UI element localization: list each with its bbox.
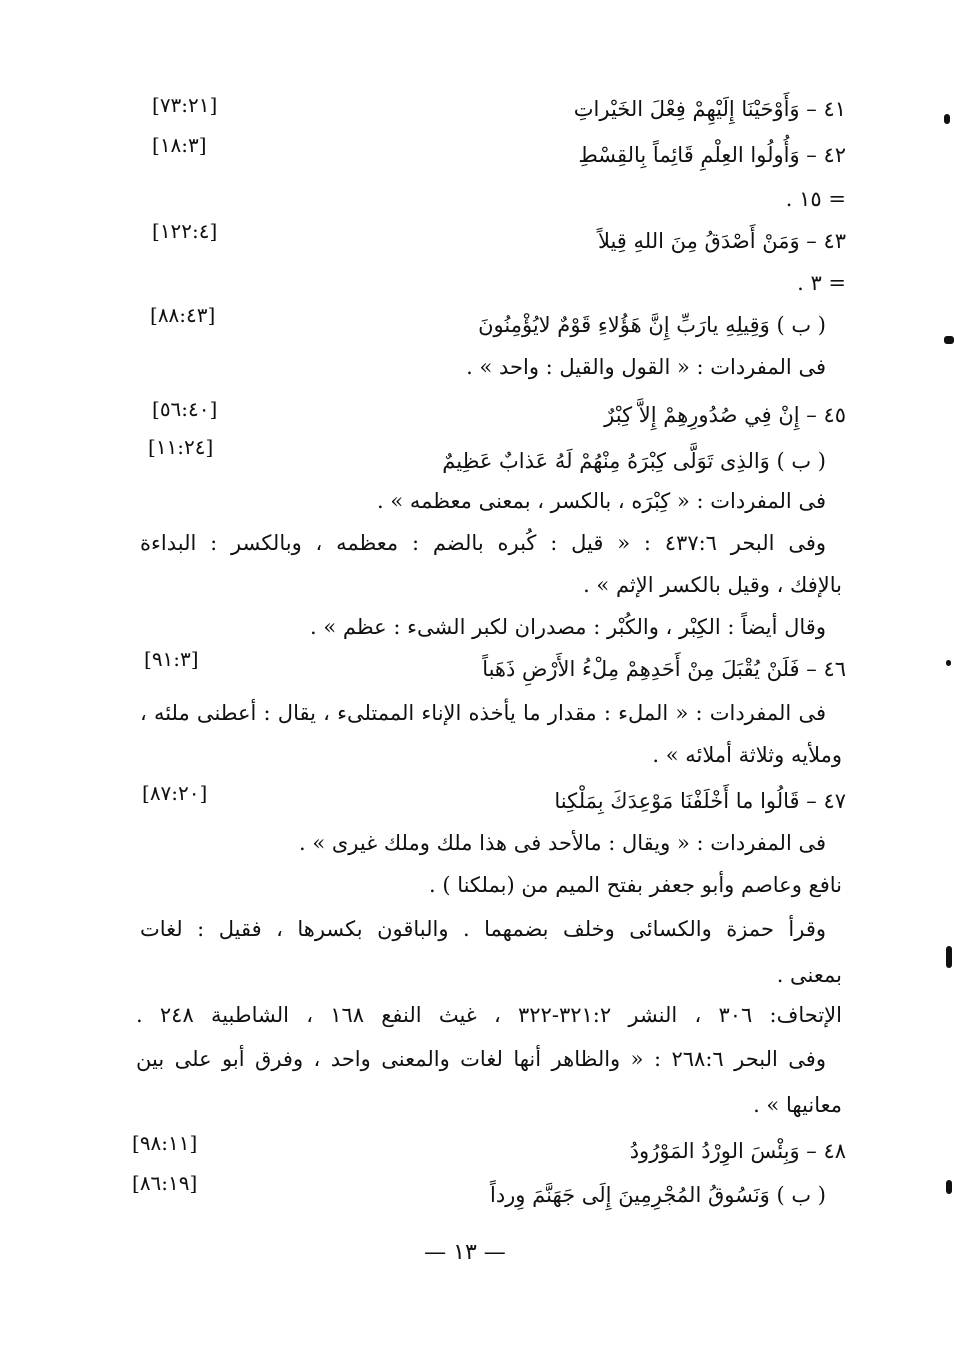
scan-edge-mark [946, 1180, 952, 1194]
entry-41-verse: ٤١ – وَأَوْحَيْنَا إِلَيْهِمْ فِعْلَ الخَيْراتِ [573, 97, 846, 121]
note-line: فى المفردات : « ويقال : مالأحد فى هذا ملك وملك غيرى » . [298, 831, 826, 855]
entry-43b-ref: [٨٨:٤٣] [150, 303, 216, 327]
cross-ref-line: = ٣ . [797, 271, 846, 295]
entry-45-ref: [٥٦:٤٠] [152, 397, 218, 421]
note-line: وملأيه وثلاثة أملائه » . [652, 743, 842, 767]
note-line: بمعنى . [776, 963, 842, 987]
entry-46-ref: [٩١:٣] [144, 647, 199, 671]
note-line: فى المفردات : « الملء : مقدار ما يأخذه الإناء الممتلىء ، يقال : أعطنى ملئه ، [140, 701, 826, 725]
note-line: معانيها » . [753, 1093, 842, 1117]
entry-45-verse: ٤٥ – إِنْ فِي صُدُورِهِمْ إِلاَّ كِبْرٌ [604, 403, 846, 427]
entry-47-verse: ٤٧ – قَالُوا ما أَخْلَفْنَا مَوْعِدَكَ بِمَلْكِنا [554, 789, 846, 813]
cross-ref-line: = ١٥ . [785, 187, 846, 211]
entry-43-verse: ٤٣ – وَمَنْ أَصْدَقُ مِنَ اللهِ قِيلاً [597, 229, 846, 253]
note-line: فى المفردات : « كِبْرَه ، بالكسر ، بمعنى معظمه » . [377, 489, 826, 513]
entry-42-ref: [١٨:٣] [152, 133, 207, 157]
note-line: وقرأ حمزة والكسائى وخلف بضمهما . والباقون بكسرها ، فقيل : لغات [140, 917, 826, 941]
scan-edge-mark [944, 114, 950, 124]
page-number: — ١٣ — [424, 1240, 506, 1265]
entry-42-verse: ٤٢ – وَأُولُوا العِلْمِ قَائِماً بِالقِسْطِ [578, 143, 846, 167]
note-line: بالإفك ، وقيل بالكسر الإثم » . [583, 573, 842, 597]
entry-43b-verse: ( ب ) وَقِيلِهِ يارَبِّ إِنَّ هَؤُلاءِ قَوْمٌ لايُؤْمِنُونَ [478, 313, 826, 337]
entry-48b-verse: ( ب ) وَنَسُوقُ المُجْرِمِينَ إِلَى جَهَنَّمَ وِرداً [489, 1183, 826, 1207]
note-line: وفى البحر ٤٣٧:٦ : « قيل : كُبره بالضم : معظمه ، وبالكسر : البداءة [140, 531, 826, 555]
entry-47-ref: [٨٧:٢٠] [142, 781, 208, 805]
entry-41-ref: [٧٣:٢١] [152, 93, 218, 117]
entry-43-ref: [١٢٢:٤] [152, 219, 218, 243]
entry-45b-verse: ( ب ) وَالذِى تَوَلَّى كِبْرَهُ مِنْهُمْ لَهُ عَذابٌ عَظِيمٌ [442, 449, 826, 473]
entry-48-ref: [٩٨:١١] [132, 1131, 198, 1155]
note-line: وفى البحر ٢٦٨:٦ : « والظاهر أنها لغات والمعنى واحد ، وفرق أبو على بين [136, 1047, 826, 1071]
entry-45b-ref: [١١:٢٤] [148, 435, 214, 459]
scan-edge-mark [946, 946, 952, 968]
note-line: وقال أيضاً : الكِبْر ، والكُبْر : مصدران لكبر الشىء : عظم » . [310, 615, 826, 639]
scan-edge-mark [946, 660, 951, 666]
scan-edge-mark [944, 336, 954, 344]
entry-48b-ref: [٨٦:١٩] [132, 1171, 198, 1195]
entry-48-verse: ٤٨ – وَبِئْسَ الوِرْدُ المَوْرُودُ [629, 1139, 846, 1163]
entry-46-verse: ٤٦ – فَلَنْ يُقْبَلَ مِنْ أَحَدِهِمْ مِلْءُ الأَرْضِ ذَهَباً [482, 657, 846, 681]
note-line: الإتحاف: ٣٠٦ ، النشر ٣٢١:٢-٣٢٢ ، غيث النفع ١٦٨ ، الشاطبية ٢٤٨ . [136, 1003, 842, 1027]
note-line: فى المفردات : « القول والقيل : واحد » . [466, 355, 826, 379]
note-line: نافع وعاصم وأبو جعفر بفتح الميم من (بملكنا ) . [428, 873, 842, 897]
